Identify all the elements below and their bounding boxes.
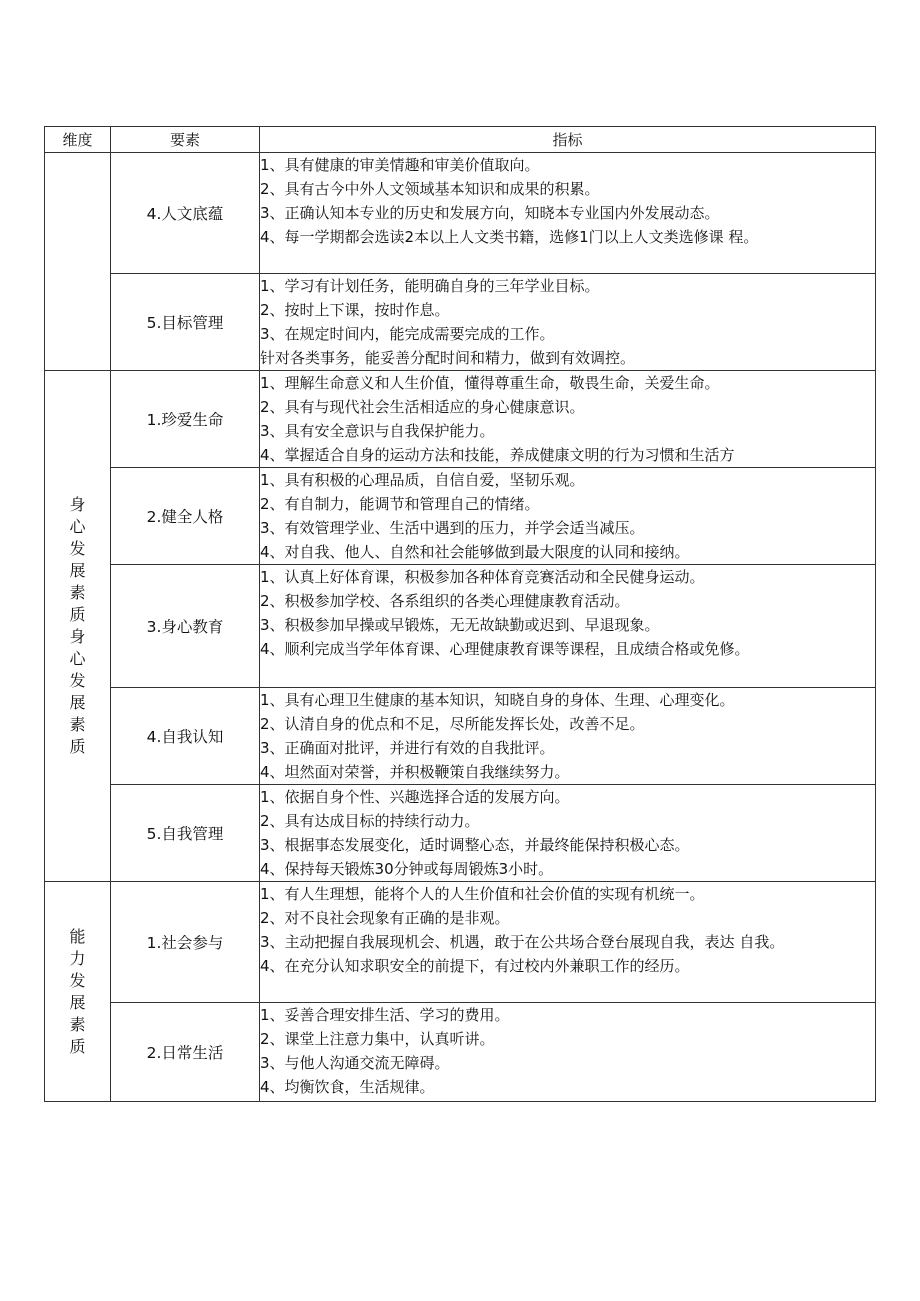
indicator-line: 3、根据事态发展变化，适时调整心态，并最终能保持积极心态。 — [260, 836, 690, 854]
indicator-line: 4、坦然面对荣誉，并积极鞭策自我继续努力。 — [260, 763, 570, 781]
header-dimension: 维度 — [45, 127, 111, 153]
element-cell: 5.目标管理 — [111, 274, 260, 371]
indicator-line: 4、保持每天锻炼30分钟或每周锻炼3小时。 — [260, 860, 554, 878]
table-row — [45, 565, 876, 688]
table-row — [45, 882, 876, 1003]
evaluation-table — [44, 126, 876, 1102]
indicator-line: 3、正确面对批评，并进行有效的自我批评。 — [260, 739, 555, 757]
indicator-line: 1、学习有计划任务，能明确自身的三年学业目标。 — [260, 277, 600, 295]
header-indicator: 指标 — [260, 127, 876, 153]
indicator-line: 2、对不良社会现象有正确的是非观。 — [260, 909, 510, 927]
table-row — [45, 468, 876, 565]
indicator-line: 1、理解生命意义和人生价值，懂得尊重生命，敬畏生命，关爱生命。 — [260, 374, 720, 392]
indicator-line: 3、在规定时间内，能完成需要完成的工作。 — [260, 325, 555, 343]
indicator-line: 1、具有心理卫生健康的基本知识，知晓自身的身体、生理、心理变化。 — [260, 691, 735, 709]
indicator-line: 4、均衡饮食，生活规律。 — [260, 1078, 435, 1096]
element-cell: 4.人文底蕴 — [111, 153, 260, 274]
table-row — [45, 274, 876, 371]
indicator-line: 1、有人生理想，能将个人的人生价值和社会价值的实现有机统一。 — [260, 885, 705, 903]
table-row — [45, 688, 876, 785]
indicator-cell — [260, 1003, 876, 1102]
element-cell: 2.日常生活 — [111, 1003, 260, 1102]
indicator-line: 1、妥善合理安排生活、学习的费用。 — [260, 1006, 510, 1024]
element-cell: 5.自我管理 — [111, 785, 260, 882]
indicator-line: 4、每一学期都会选读2本以上人文类书籍，选修1门以上人文类选修课 程。 — [260, 228, 759, 246]
indicator-line: 1、具有积极的心理品质，自信自爱，坚韧乐观。 — [260, 471, 585, 489]
element-cell: 3.身心教育 — [111, 565, 260, 688]
indicator-cell — [260, 274, 876, 371]
indicator-line: 1、具有健康的审美情趣和审美价值取向。 — [260, 156, 540, 174]
indicator-line: 3、正确认知本专业的历史和发展方向，知晓本专业国内外发展动态。 — [260, 204, 720, 222]
indicator-cell — [260, 565, 876, 688]
table-header-row — [45, 127, 876, 153]
dimension-cell — [45, 371, 111, 882]
indicator-line: 2、按时上下课，按时作息。 — [260, 301, 450, 319]
element-cell: 1.珍爱生命 — [111, 371, 260, 468]
indicator-line: 1、依据自身个性、兴趣选择合适的发展方向。 — [260, 788, 570, 806]
table-row — [45, 153, 876, 274]
table-row — [45, 785, 876, 882]
table-row — [45, 371, 876, 468]
indicator-line: 3、具有安全意识与自我保护能力。 — [260, 422, 495, 440]
indicator-line: 2、具有古今中外人文领域基本知识和成果的积累。 — [260, 180, 600, 198]
element-cell: 1.社会参与 — [111, 882, 260, 1003]
element-cell: 2.健全人格 — [111, 468, 260, 565]
dimension-label: 身心发展素质身心发展素质 — [69, 495, 86, 756]
indicator-line: 3、主动把握自我展现机会、机遇，敢于在公共场合登台展现自我，表达 自我。 — [260, 933, 785, 951]
indicator-line: 2、具有与现代社会生活相适应的身心健康意识。 — [260, 398, 585, 416]
dimension-label: 能力发展素质 — [69, 926, 86, 1056]
indicator-line: 3、积极参加早操或早锻炼，无无故缺勤或迟到、早退现象。 — [260, 616, 660, 634]
indicator-line: 4、对自我、他人、自然和社会能够做到最大限度的认同和接纳。 — [260, 543, 690, 561]
indicator-cell — [260, 153, 876, 274]
indicator-line: 2、有自制力，能调节和管理自己的情绪。 — [260, 495, 540, 513]
dimension-cell — [45, 153, 111, 371]
indicator-line: 3、有效管理学业、生活中遇到的压力，并学会适当减压。 — [260, 519, 645, 537]
element-cell: 4.自我认知 — [111, 688, 260, 785]
indicator-line: 3、与他人沟通交流无障碍。 — [260, 1054, 450, 1072]
indicator-cell — [260, 882, 876, 1003]
indicator-line: 4、在充分认知求职安全的前提下，有过校内外兼职工作的经历。 — [260, 957, 690, 975]
indicator-line: 2、课堂上注意力集中，认真听讲。 — [260, 1030, 495, 1048]
indicator-line: 针对各类事务，能妥善分配时间和精力，做到有效调控。 — [260, 349, 636, 367]
dimension-cell — [45, 882, 111, 1102]
header-element: 要素 — [111, 127, 260, 153]
indicator-cell — [260, 688, 876, 785]
indicator-line: 4、掌握适合自身的运动方法和技能，养成健康文明的行为习惯和生活方 — [260, 446, 735, 464]
indicator-line: 2、具有达成目标的持续行动力。 — [260, 812, 480, 830]
indicator-line: 4、顺利完成当学年体育课、心理健康教育课等课程，且成绩合格或免修。 — [260, 640, 750, 658]
table-row — [45, 1003, 876, 1102]
indicator-cell — [260, 785, 876, 882]
indicator-cell — [260, 371, 876, 468]
indicator-line: 2、认清自身的优点和不足，尽所能发挥长处，改善不足。 — [260, 715, 645, 733]
indicator-line: 2、积极参加学校、各系组织的各类心理健康教育活动。 — [260, 592, 630, 610]
indicator-line: 1、认真上好体育课，积极参加各种体育竞赛活动和全民健身运动。 — [260, 568, 705, 586]
indicator-cell — [260, 468, 876, 565]
